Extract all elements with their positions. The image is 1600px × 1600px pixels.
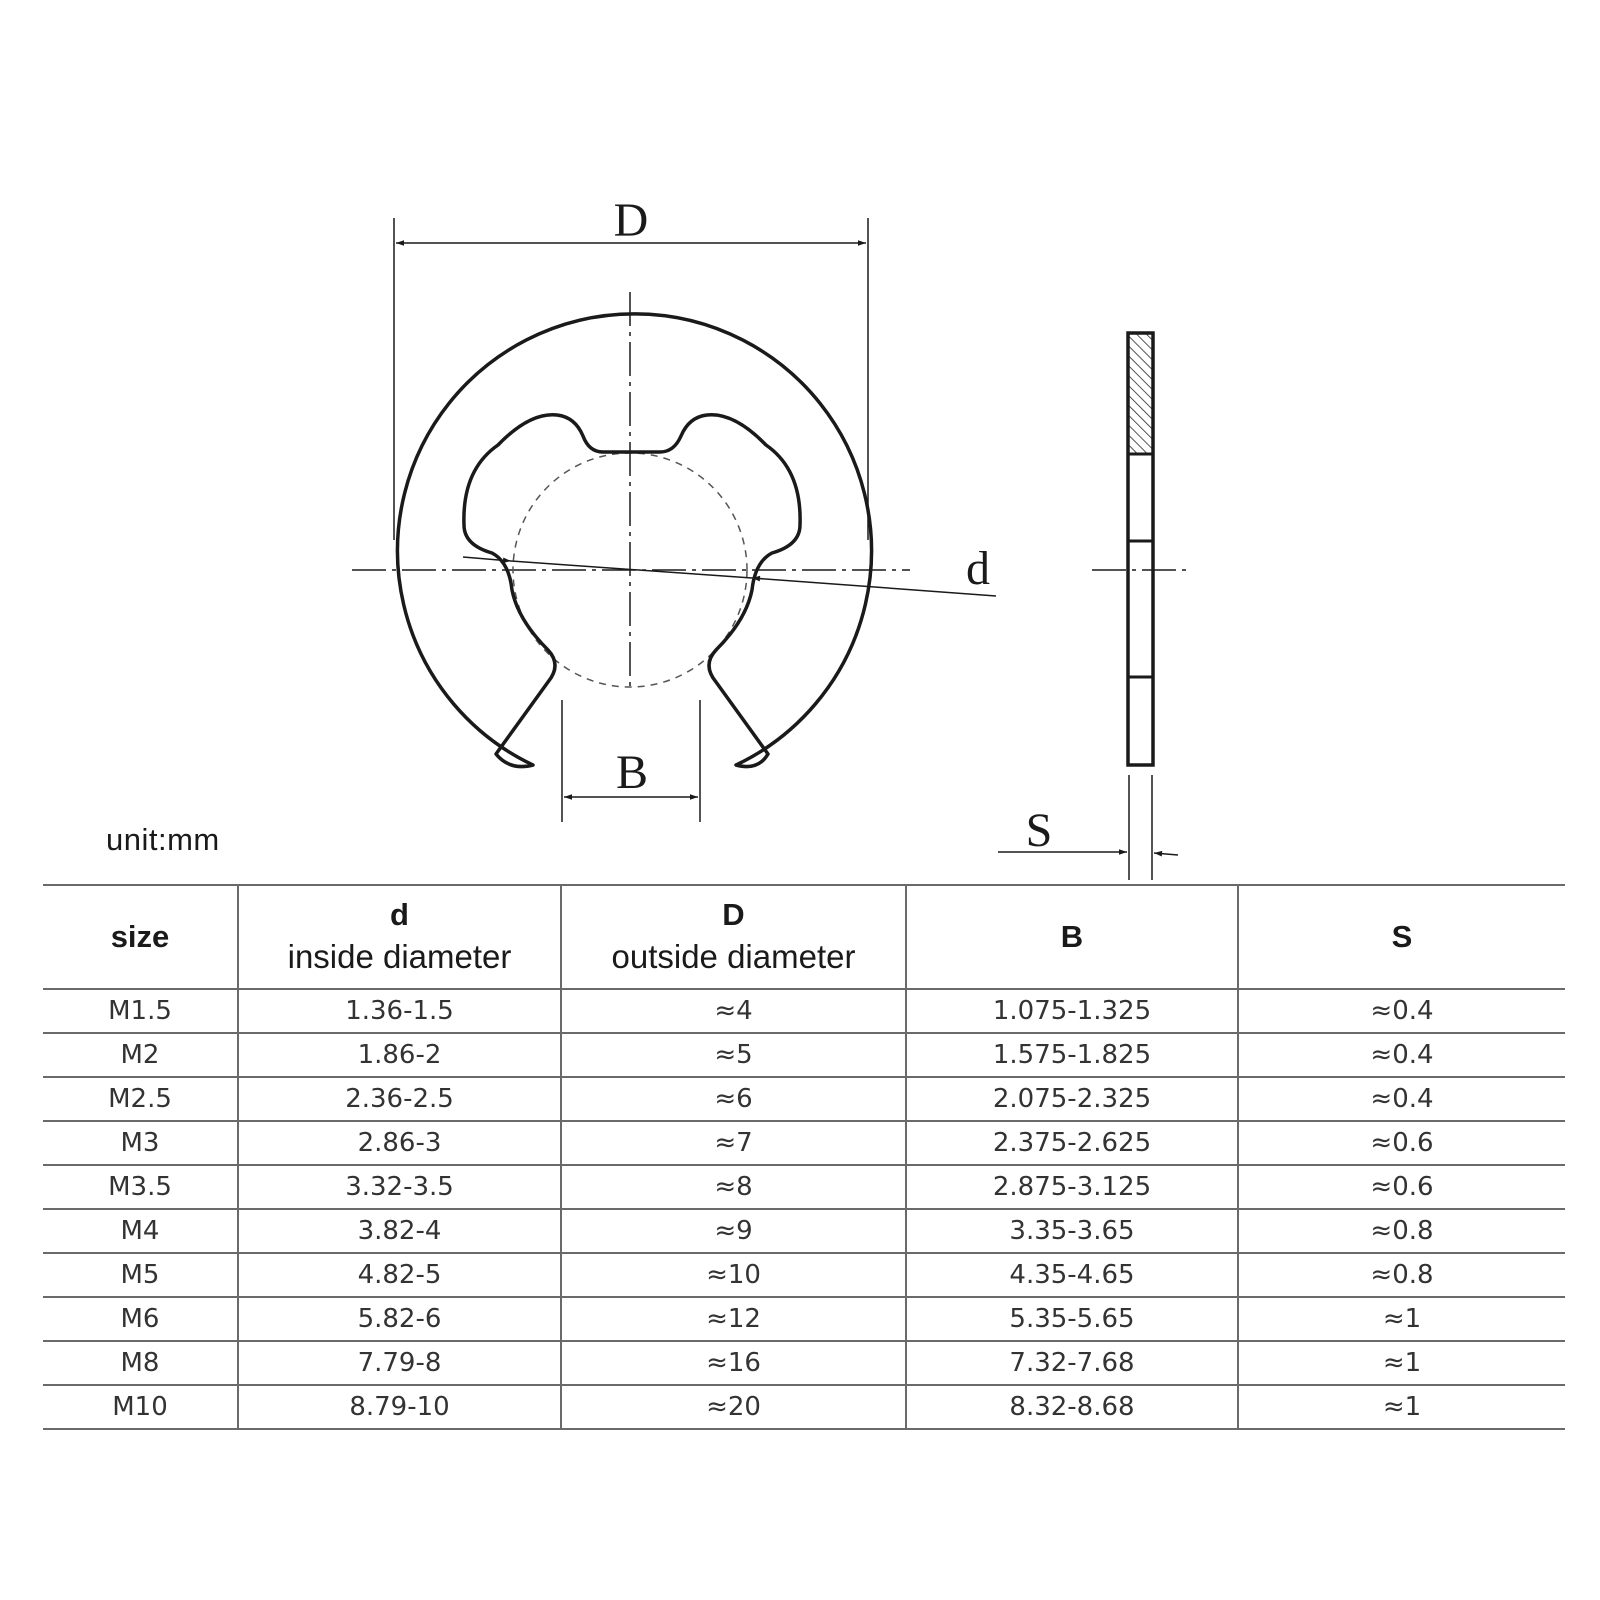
cell-S: ≈1 bbox=[1238, 1341, 1565, 1385]
label-B: B bbox=[615, 746, 649, 799]
header-outside-diameter bbox=[561, 885, 906, 989]
cell-outside-diameter: ≈4 bbox=[561, 989, 906, 1033]
cell-outside-diameter: ≈8 bbox=[561, 1165, 906, 1209]
cell-outside-diameter: ≈7 bbox=[561, 1121, 906, 1165]
label-d: d bbox=[966, 542, 990, 595]
cell-inside-diameter: 3.32-3.5 bbox=[238, 1165, 561, 1209]
header-inside-diameter bbox=[238, 885, 561, 989]
cell-S: ≈0.6 bbox=[1238, 1121, 1565, 1165]
header-D-symbol: D bbox=[722, 897, 745, 932]
unit-label: unit:mm bbox=[106, 822, 220, 857]
cell-B: 7.32-7.68 bbox=[906, 1341, 1238, 1385]
cell-inside-diameter: 1.36-1.5 bbox=[238, 989, 561, 1033]
cell-inside-diameter: 5.82-6 bbox=[238, 1297, 561, 1341]
cell-S: ≈0.8 bbox=[1238, 1253, 1565, 1297]
header-D-description: outside diameter bbox=[611, 938, 856, 975]
cell-size: M3 bbox=[43, 1121, 238, 1165]
specification-table bbox=[43, 884, 1565, 1430]
header-S-symbol: S bbox=[1391, 919, 1413, 954]
table-row bbox=[43, 1341, 1565, 1385]
cell-S: ≈1 bbox=[1238, 1297, 1565, 1341]
cell-outside-diameter: ≈10 bbox=[561, 1253, 906, 1297]
cell-inside-diameter: 2.86-3 bbox=[238, 1121, 561, 1165]
dimension-d bbox=[463, 557, 996, 596]
header-size-symbol: size bbox=[110, 919, 170, 954]
cell-B: 2.875-3.125 bbox=[906, 1165, 1238, 1209]
table-row bbox=[43, 1385, 1565, 1429]
cell-B: 1.075-1.325 bbox=[906, 989, 1238, 1033]
cell-S: ≈0.4 bbox=[1238, 1077, 1565, 1121]
table-row bbox=[43, 1033, 1565, 1077]
cell-inside-diameter: 1.86-2 bbox=[238, 1033, 561, 1077]
cell-B: 3.35-3.65 bbox=[906, 1209, 1238, 1253]
table-row bbox=[43, 1297, 1565, 1341]
cell-B: 5.35-5.65 bbox=[906, 1297, 1238, 1341]
cell-B: 8.32-8.68 bbox=[906, 1385, 1238, 1429]
cell-size: M3.5 bbox=[43, 1165, 238, 1209]
header-B bbox=[906, 885, 1238, 989]
cell-size: M4 bbox=[43, 1209, 238, 1253]
cell-outside-diameter: ≈5 bbox=[561, 1033, 906, 1077]
cell-size: M10 bbox=[43, 1385, 238, 1429]
cell-inside-diameter: 8.79-10 bbox=[238, 1385, 561, 1429]
cell-inside-diameter: 2.36-2.5 bbox=[238, 1077, 561, 1121]
label-S: S bbox=[1025, 804, 1053, 857]
cell-inside-diameter: 3.82-4 bbox=[238, 1209, 561, 1253]
table-row bbox=[43, 1253, 1565, 1297]
cell-S: ≈1 bbox=[1238, 1385, 1565, 1429]
cell-outside-diameter: ≈12 bbox=[561, 1297, 906, 1341]
cell-B: 2.075-2.325 bbox=[906, 1077, 1238, 1121]
cell-S: ≈0.8 bbox=[1238, 1209, 1565, 1253]
cell-inside-diameter: 4.82-5 bbox=[238, 1253, 561, 1297]
cell-inside-diameter: 7.79-8 bbox=[238, 1341, 561, 1385]
cell-S: ≈0.6 bbox=[1238, 1165, 1565, 1209]
table-row bbox=[43, 1077, 1565, 1121]
header-size bbox=[43, 885, 238, 989]
table-row bbox=[43, 1209, 1565, 1253]
table-body bbox=[43, 989, 1565, 1429]
cell-size: M2 bbox=[43, 1033, 238, 1077]
label-D: D bbox=[613, 194, 649, 247]
cell-size: M2.5 bbox=[43, 1077, 238, 1121]
header-d-symbol: d bbox=[390, 897, 409, 932]
cell-B: 2.375-2.625 bbox=[906, 1121, 1238, 1165]
cell-size: M8 bbox=[43, 1341, 238, 1385]
table-row bbox=[43, 989, 1565, 1033]
cell-S: ≈0.4 bbox=[1238, 989, 1565, 1033]
header-d-description: inside diameter bbox=[287, 938, 512, 975]
cell-size: M6 bbox=[43, 1297, 238, 1341]
cell-size: M1.5 bbox=[43, 989, 238, 1033]
center-lines bbox=[352, 292, 1192, 692]
table-header-row bbox=[43, 885, 1565, 989]
cell-outside-diameter: ≈9 bbox=[561, 1209, 906, 1253]
table-row bbox=[43, 1165, 1565, 1209]
cell-outside-diameter: ≈20 bbox=[561, 1385, 906, 1429]
table-row bbox=[43, 1121, 1565, 1165]
header-B-symbol: B bbox=[1060, 919, 1084, 954]
header-S bbox=[1238, 885, 1565, 989]
side-view bbox=[1128, 333, 1153, 765]
e-clip-outline bbox=[397, 314, 871, 767]
cell-B: 1.575-1.825 bbox=[906, 1033, 1238, 1077]
cell-outside-diameter: ≈6 bbox=[561, 1077, 906, 1121]
cell-S: ≈0.4 bbox=[1238, 1033, 1565, 1077]
cell-size: M5 bbox=[43, 1253, 238, 1297]
cell-B: 4.35-4.65 bbox=[906, 1253, 1238, 1297]
cell-outside-diameter: ≈16 bbox=[561, 1341, 906, 1385]
